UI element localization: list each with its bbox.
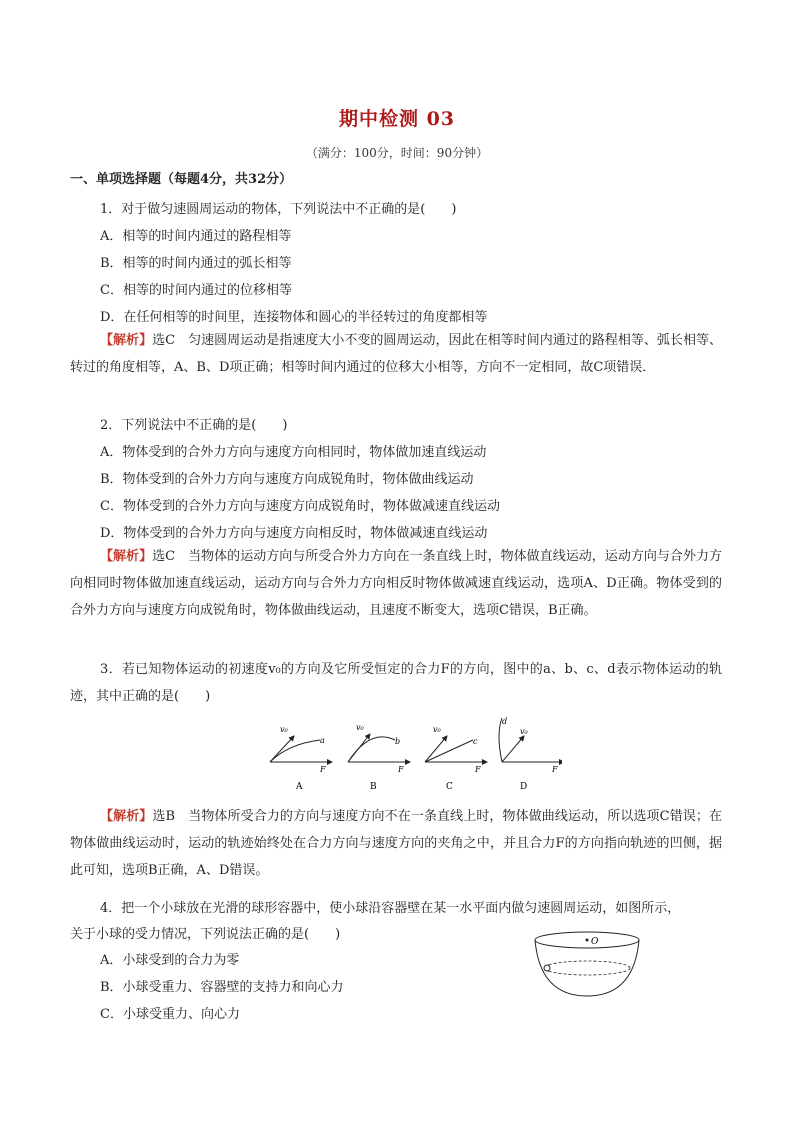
panel-b — [348, 723, 410, 792]
force-label: F — [552, 765, 558, 774]
curve-label: c — [473, 737, 478, 746]
q4-option-c: C．小球受重力、向心力 — [100, 1007, 240, 1022]
q2-option-c: C．物体受到的合外力方向与速度方向成锐角时，物体做减速直线运动 — [100, 499, 500, 514]
q4-option-b: B．小球受重力、容器壁的支持力和向心力 — [100, 980, 344, 995]
v0-label: v₀ — [520, 727, 528, 736]
section-heading: 一、单项选择题（每题4分，共32分） — [70, 172, 293, 187]
panel-label: A — [296, 782, 303, 792]
q2-option-a: A．物体受到的合外力方向与速度方向相同时，物体做加速直线运动 — [100, 445, 487, 460]
force-label: F — [475, 765, 481, 774]
q1-option-c: C．相等的时间内通过的位移相等 — [100, 283, 292, 298]
v0-label: v₀ — [433, 725, 441, 734]
q4-option-a: A．小球受到的合力为零 — [100, 953, 240, 968]
q4-stem-line2: 关于小球的受力情况，下列说法正确的是( ) — [70, 927, 341, 942]
panel-label: C — [446, 782, 453, 792]
q3-stem: 3．若已知物体运动的初速度v₀的方向及它所受恒定的合力F的方向，图中的a、b、c、d表示物体运动的轨迹，其中正确的是( ) — [70, 662, 722, 704]
q1-option-b: B．相等的时间内通过的弧长相等 — [100, 256, 292, 271]
page-subtitle: （满分：100分，时间：90分钟） — [305, 146, 489, 160]
v0-label: v₀ — [280, 725, 288, 734]
panel-a — [270, 725, 332, 792]
curve-label: a — [320, 736, 325, 745]
q2-analysis-text: 选C 当物体的运动方向与所受合外力方向在一条直线上时，物体做直线运动，运动方向与合外力方向相同时物体做加速直线运动，运动方向与合外力方向相反时物体做减速直线运动，选项A、D正确。物体受到的合外力方向与速度方向成锐角时，物体做曲线运动，且速度不断变大，选项C错误，B正确。 — [70, 549, 722, 618]
analysis-tag: 【解析】 — [100, 809, 153, 824]
curve-label: b — [395, 737, 401, 746]
force-label: F — [398, 765, 404, 774]
center-label: O — [591, 937, 599, 947]
q1-stem: 1．对于做匀速圆周运动的物体，下列说法中不正确的是( ) — [100, 202, 457, 217]
q1-analysis — [70, 327, 722, 381]
q2-option-d: D．物体受到的合外力方向与速度方向相反时，物体做减速直线运动 — [100, 526, 488, 541]
q1-option-a: A．相等的时间内通过的路程相等 — [100, 229, 292, 244]
panel-d — [499, 717, 562, 792]
analysis-tag: 【解析】 — [100, 333, 153, 348]
curve-label: d — [502, 717, 508, 726]
panel-label: D — [520, 782, 528, 792]
q4-stem-line1: 4．把一个小球放在光滑的球形容器中，使小球沿容器壁在某一水平面内做匀速圆周运动，如图所示， — [100, 901, 681, 916]
q3-trajectory-figure — [262, 712, 562, 797]
analysis-tag: 【解析】 — [100, 549, 153, 564]
q3-analysis-text: 选B 当物体所受合力的方向与速度方向不在一条直线上时，物体做曲线运动，所以选项C错误；在物体做曲线运动时，运动的轨迹始终处在合力方向与速度方向的夹角之中，并且合力F的方向指向轨迹的凹侧，据此可知，选项B正确，A、D错误。 — [70, 809, 722, 878]
q1-analysis-text: 选C 匀速圆周运动是指速度大小不变的圆周运动，因此在相等时间内通过的路程相等、弧长相等、转过的角度相等，A、B、D项正确；相等时间内通过的位移大小相等，方向不一定相同，故C项错误． — [70, 333, 722, 375]
q4-bowl-figure — [532, 928, 642, 1000]
q2-option-b: B．物体受到的合外力方向与速度方向成锐角时，物体做曲线运动 — [100, 472, 474, 487]
q2-analysis — [70, 543, 722, 624]
q3-analysis — [70, 803, 722, 884]
force-label: F — [320, 765, 326, 774]
q2-stem: 2．下列说法中不正确的是( ) — [100, 418, 288, 433]
panel-label: B — [370, 782, 377, 792]
v0-label: v₀ — [356, 723, 364, 732]
q1-option-d: D．在任何相等的时间里，连接物体和圆心的半径转过的角度都相等 — [100, 310, 488, 325]
page-title: 期中检测 03 — [338, 108, 456, 130]
panel-c — [425, 725, 487, 792]
